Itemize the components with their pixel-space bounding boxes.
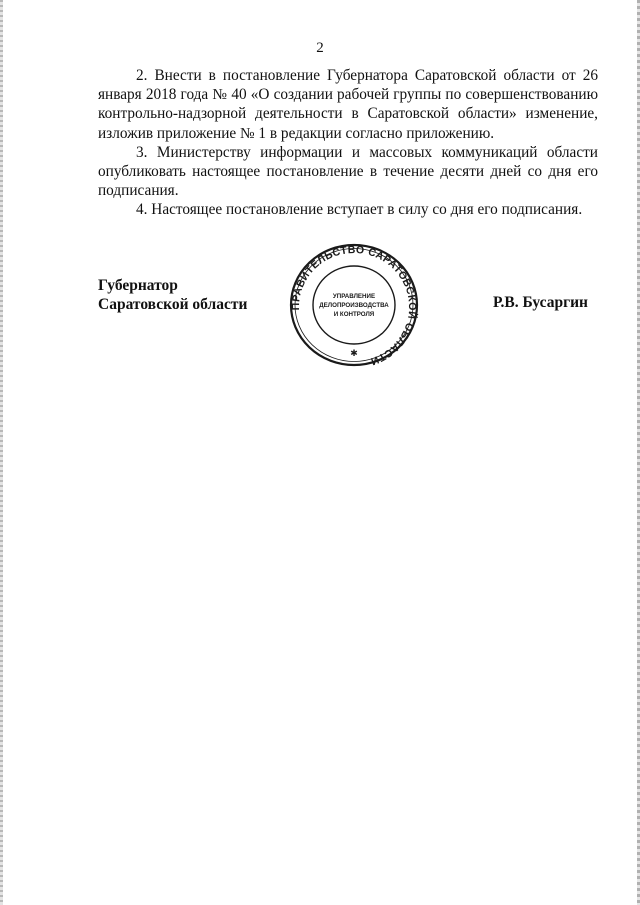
page-number: 2 xyxy=(316,40,324,56)
paragraph-4: 4. Настоящее постановление вступает в силу со дня его подписания. xyxy=(136,201,583,219)
stamp-inner-line1: УПРАВЛЕНИЕ xyxy=(332,293,376,300)
signatory-position-line1: Губернатор xyxy=(98,277,178,294)
stamp-outer-text: ПРАВИТЕЛЬСТВО САРАТОВСКОЙ ОБЛАСТИ xyxy=(290,243,419,367)
paragraph-2: 2. Внести в постановление Губернатора Саратовской области от 26 января 2018 года № 40 «О создании рабочей группы по совершенствованию контрольно-надзорной деятельности в Саратовской области» изменение, изложив приложение № 1 в редакции согласно приложению. xyxy=(98,67,598,142)
official-stamp xyxy=(288,243,420,367)
paragraph-3: 3. Министерству информации и массовых коммуникаций области опубликовать настоящее постановление в течение десяти дней со дня его подписания. xyxy=(98,143,598,200)
signatory-position-line2: Саратовской области xyxy=(98,296,248,313)
signatory-name: Р.В. Бусаргин xyxy=(493,294,588,311)
scan-edge-left xyxy=(0,0,3,905)
stamp-star-icon: ✱ xyxy=(350,349,358,359)
signature-block xyxy=(98,276,247,314)
stamp-inner-line3: И КОНТРОЛЯ xyxy=(333,311,375,318)
stamp-inner-line2: ДЕЛОПРОИЗВОДСТВА xyxy=(319,302,389,309)
document-body xyxy=(98,66,598,220)
stamp-seal-icon xyxy=(288,243,420,367)
